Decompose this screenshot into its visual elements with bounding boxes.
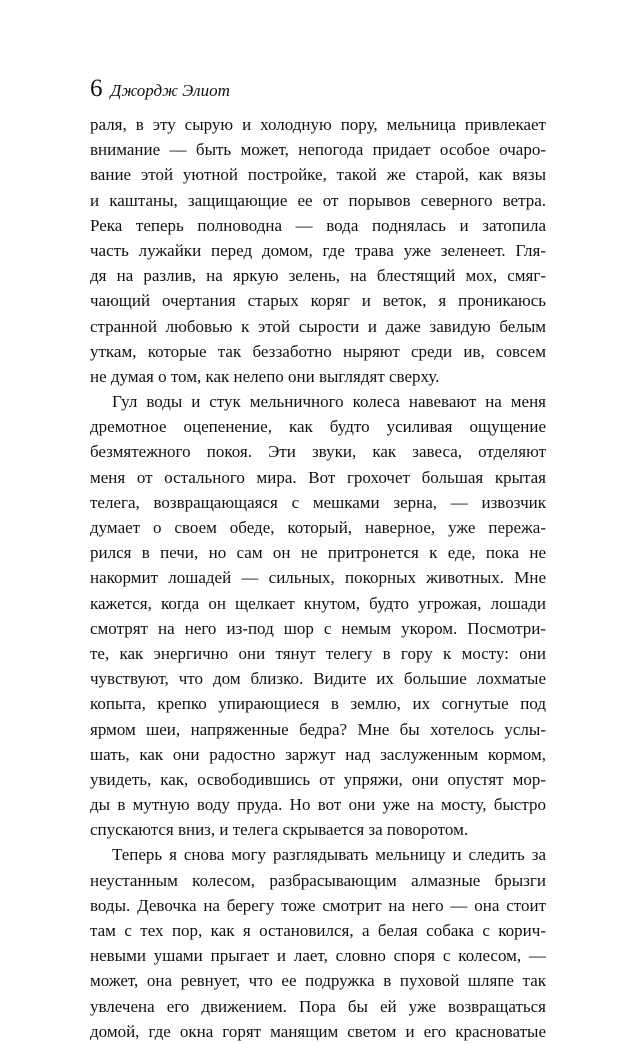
text-line: раля, в эту сырую и холодную пору, мельница привлекает [90, 115, 546, 134]
text-line: увидеть, как, освободившись от упряжи, они опустят мор- [90, 769, 546, 789]
text-line: меня от остального мира. Вот грохочет большая крытая [90, 467, 546, 487]
text-line: думает о своем обеде, который, наверное, уже пережа- [90, 518, 546, 537]
text-line: шать, как они радостно заржут над заслуженным кормом, [90, 744, 546, 764]
text-line: внимание — быть может, непогода придает особое очаро- [90, 140, 546, 160]
text-line: спускаются вниз, и телега скрывается за поворотом. [90, 820, 469, 840]
text-line: уткам, которые так беззаботно ныряют среди ив, совсем [90, 341, 546, 361]
text-line: и каштаны, защищающие ее от порывов северного ветра. [90, 190, 546, 210]
text-line: безмятежного покоя. Эти звуки, как завеса, отделяют [90, 442, 546, 462]
text-line: Река теперь полноводна — вода поднялась и затопила [90, 215, 546, 235]
text-line: копыта, крепко упирающиеся в землю, их согнутые под [90, 694, 546, 714]
text-line: не думая о том, как нелепо они выглядят сверху. [90, 366, 440, 386]
text-line: кажется, когда он щелкает кнутом, будто угрожая, лошади [90, 593, 546, 613]
text-line: увлечена его движением. Пора бы ей уже возвращаться [90, 996, 546, 1016]
text-line: Гул воды и стук мельничного колеса навевают на меня [112, 392, 546, 412]
text-line: может, она ревнует, что ее подружка в пуховой шляпе так [90, 971, 546, 991]
text-line: воды. Девочка на берегу тоже смотрит на него — она стоит [90, 895, 546, 915]
text-line: там с тех пор, как я остановился, а белая собака с корич- [90, 921, 546, 940]
text-line: телега, возвращающаяся с мешками зерна, — извозчик [90, 492, 546, 512]
text-line: смотрят на него из-под шор с немым укором. Посмотри- [90, 618, 546, 638]
text-line: накормит лошадей — сильных, покорных животных. Мне [90, 568, 546, 588]
text-line: те, как энергично они тянут телегу в гору к мосту: они [90, 643, 546, 663]
text-line: чающий очертания старых коряг и веток, я проникаюсь [90, 291, 546, 311]
body-text [90, 112, 546, 1044]
page-header [90, 76, 230, 101]
text-line: странной любовью к этой сырости и даже завидую белым [90, 316, 546, 336]
text-line: дремотное оцепенение, как будто усиливая ощущение [90, 417, 546, 437]
page-number: 6 [90, 75, 103, 102]
text-line: неустанным колесом, разбрасывающим алмазные брызги [90, 870, 546, 890]
text-line: часть лужайки перед домом, где трава уже зеленеет. Гля- [90, 240, 546, 260]
text-line: ярмом шеи, напряженные бедра? Мне бы хотелось услы- [90, 719, 546, 739]
text-line: вание этой уютной постройке, такой же старой, как вязы [90, 165, 546, 185]
text-line: Теперь я снова могу разглядывать мельницу и следить за [112, 845, 546, 865]
text-line: рился в печи, но сам он не притронется к еде, пока не [90, 543, 546, 563]
running-title: Джордж Элиот [110, 81, 230, 100]
text-line: чувствуют, что дом близко. Видите их большие лохматые [90, 669, 546, 689]
text-line: ды в мутную воду пруда. Но вот они уже на мосту, быстро [90, 795, 546, 815]
text-line: домой, где окна горят манящим светом и его красноватые [90, 1021, 546, 1041]
text-line: невыми ушами прыгает и лает, словно споря с колесом, — [90, 946, 546, 966]
text-line: дя на разлив, на яркую зелень, на блестящий мох, смяг- [90, 266, 546, 286]
